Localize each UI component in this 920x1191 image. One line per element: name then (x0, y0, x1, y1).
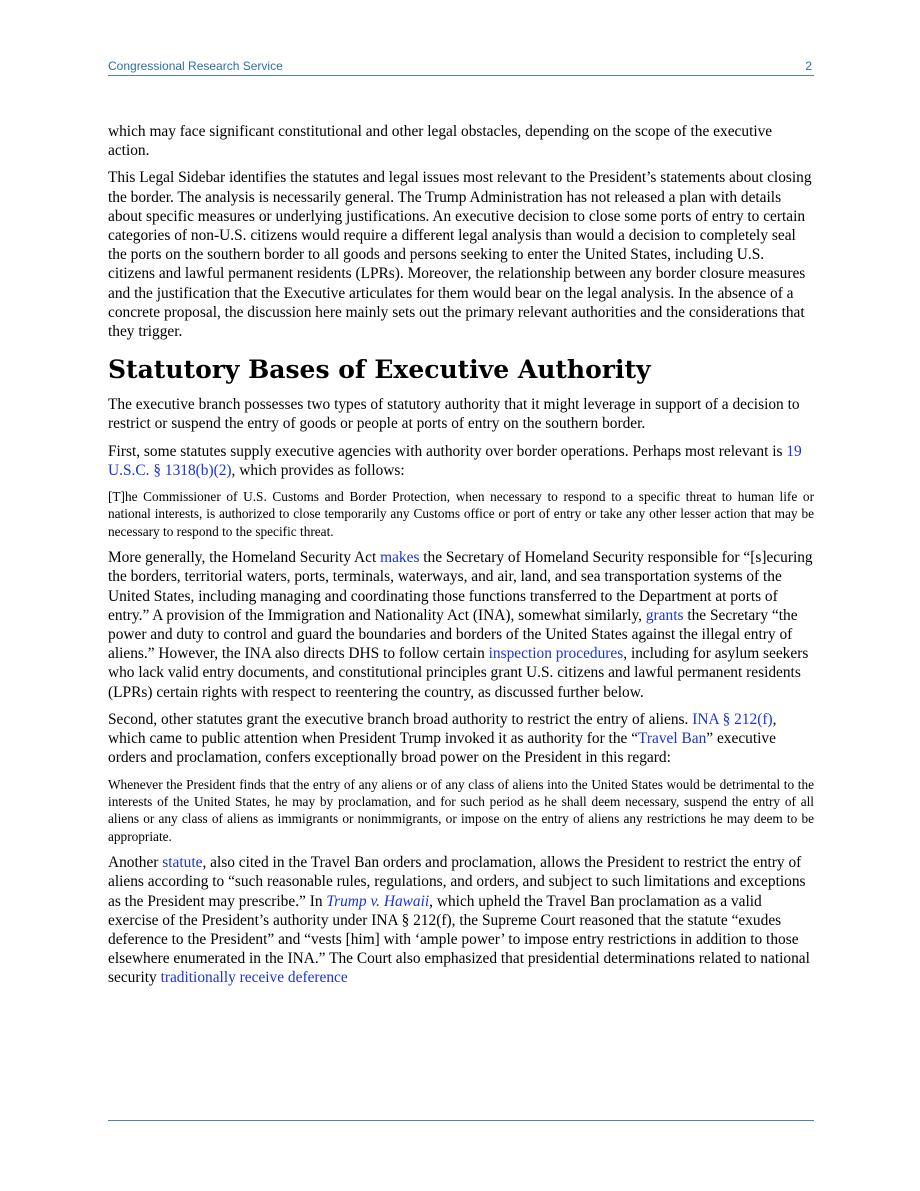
block-quote-1318: [T]he Commissioner of U.S. Customs and Border Protection, when necessary to respond to a specific threat to human life or national interests, is authorized to close temporarily any Customs office or port of entry or take any other lesser action that may be necessary to respond to the specific threat. (108, 489, 814, 539)
link-trump-v-hawaii[interactable]: Trump v. Hawaii (326, 892, 430, 910)
link-ina-212f[interactable]: INA § 212(f) (692, 710, 773, 728)
paragraph-continuation: which may face significant constitutional and other legal obstacles, depending on the scope of the executive action. (108, 123, 773, 160)
section-heading: Statutory Bases of Executive Authority (108, 355, 651, 385)
text-run: , which upheld the Travel Ban proclamation as a valid exercise of the President’s authority under INA § 212(f), the Supreme Court reasoned that the statute “exudes deference to the President” and “vests [him] with ‘ample power’ to impose entry restrictions in addition to those elsewhere enumerated in the INA.” The Court also emphasized that presidential determinations related to national security (108, 892, 810, 987)
link-travel-ban[interactable]: Travel Ban (638, 730, 707, 748)
text-run: , including for asylum seekers who lack valid entry documents, and constitutional principles grant U.S. citizens and lawful permanent residents (LPRs) certain rights with respect to reentering the country, as discussed further below. (108, 645, 809, 701)
text-run: the Secretary of Homeland Security responsible for “[s]ecuring the borders, territorial waters, ports, terminals, waterways, and air, land, and sea transportation systems of the United States, including managing and coordinating those functions transferred to the Department at ports of entry.” A provision of the Immigration and Nationality Act (INA), somewhat similarly, (108, 549, 813, 624)
paragraph-two-types: The executive branch possesses two types of statutory authority that it might leverage in support of a decision to restrict or suspend the entry of goods or people at ports of entry on the southern border. (108, 396, 800, 433)
footer-rule (108, 1120, 814, 1121)
text-run: , which came to public attention when President Trump invoked it as authority for the “ (108, 710, 777, 748)
running-header (108, 58, 814, 76)
header-page-number: 2 (805, 59, 812, 73)
link-grants[interactable]: grants (645, 606, 684, 624)
document-body (108, 122, 814, 996)
text-run: First, some statutes supply executive agencies with authority over border operations. Perhaps most relevant is (108, 442, 787, 460)
text-run: , which provides as follows: (231, 461, 405, 479)
text-run: More generally, the Homeland Security Act (108, 549, 381, 567)
text-run: , also cited in the Travel Ban orders and proclamation, allows the President to restrict the entry of aliens according to “such reasonable rules, regulations, and orders, and subject to such limitations and exceptions as the President may prescribe.” In (108, 854, 806, 910)
paragraph-homeland-security-act (108, 548, 814, 702)
text-run: Another (108, 854, 163, 872)
link-inspection-procedures[interactable]: inspection procedures (488, 645, 624, 663)
paragraph-first-statutes (108, 442, 814, 480)
paragraph-second-statutes (108, 710, 814, 768)
text-run: Second, other statutes grant the executive branch broad authority to restrict the entry of aliens. (108, 710, 693, 728)
link-19-usc-1318[interactable]: 19 U.S.C. § 1318(b)(2) (108, 442, 802, 479)
link-statute[interactable]: statute (162, 854, 203, 872)
text-run: the Secretary “the power and duty to control and guard the boundaries and borders of the United States against the illegal entry of aliens.” However, the INA also directs DHS to follow certain (108, 606, 798, 663)
block-quote-212f: Whenever the President finds that the entry of any aliens or of any class of aliens into the United States would be detrimental to the interests of the United States, he may by proclamation, and for such period as he shall deem necessary, suspend the entry of all aliens or any class of aliens as immigrants or nonimmigrants, or impose on the entry of aliens any restrictions he may deem to be appropriate. (108, 776, 814, 844)
link-traditionally-receive-deference[interactable]: traditionally receive deference (160, 969, 348, 987)
paragraph-legal-sidebar-intro: This Legal Sidebar identifies the statutes and legal issues most relevant to the President’s statements about closing the border. The analysis is necessarily general. The Trump Administration has not released a plan with details about specific measures or underlying justifications. An executive decision to close some ports of entry to certain categories of non-U.S. citizens would require a different legal analysis than would a decision to completely seal the ports on the southern border to all goods and persons seeking to enter the United States, including U.S. citizens and lawful permanent residents (LPRs). Moreover, the relationship between any border closure measures and the justification that the Executive articulates for them would bear on the legal analysis. In the absence of a concrete proposal, the discussion here mainly sets out the primary relevant authorities and the considerations that they trigger. (108, 169, 812, 341)
paragraph-another-statute (108, 853, 814, 987)
link-makes[interactable]: makes (380, 549, 420, 567)
text-run: ” executive orders and proclamation, confers exceptionally broad power on the President in this regard: (108, 730, 776, 767)
header-publisher: Congressional Research Service (108, 59, 283, 73)
